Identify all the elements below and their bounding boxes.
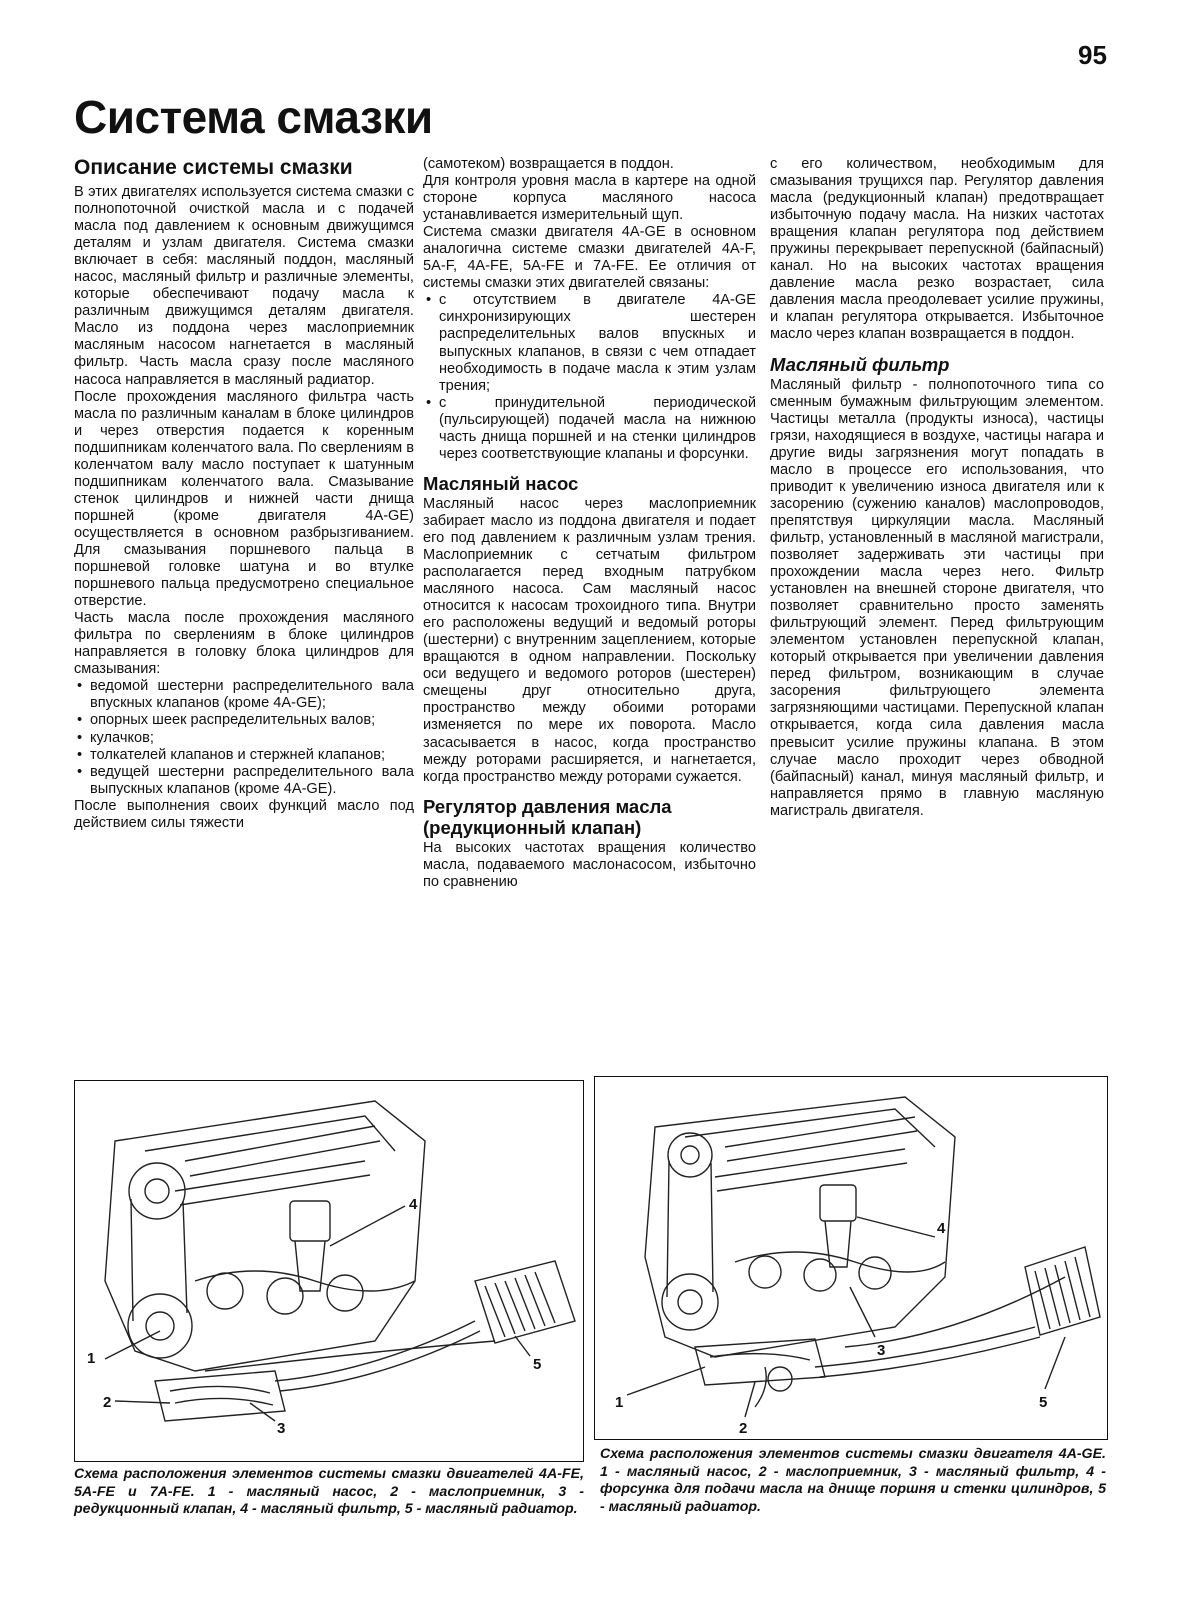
- lubrication-points-list: [74, 678, 414, 797]
- figure-caption-4a-fe: Схема расположения элементов системы смазки двигателей 4A-FE, 5A-FE и 7A-FE. 1 - масляный насос, 2 - маслоприемник, 3 - редукционный клапан, 4 - масляный фильтр, 5 - масляный радиатор.: [74, 1466, 584, 1517]
- list-item: • ведущей шестерни распределительного вала выпускных клапанов (кроме 4A-GE).: [90, 764, 414, 798]
- paragraph: На высоких частотах вращения количество масла, подаваемого маслонасосом, избыточно по сравнению: [423, 839, 756, 890]
- paragraph: Система смазки двигателя 4A-GE в основном аналогична системе смазки двигателей 4A-F, 5A-F, 4A-FE, 5A-FE и 7A-FE. Ее отличия от системы смазки этих двигателей связаны:: [423, 224, 756, 292]
- callout-2: 2: [739, 1420, 748, 1437]
- callout-4: 4: [409, 1196, 418, 1213]
- section-heading-oil-filter: Масляный фильтр: [770, 353, 950, 375]
- callout-5: 5: [533, 1356, 542, 1373]
- section-heading-oil-pump: Масляный насос: [423, 472, 579, 494]
- column-2: [423, 156, 756, 891]
- differences-list: [423, 292, 756, 462]
- section-heading-pressure-regulator: Регулятор давления масла (редукционный клапан): [423, 795, 672, 838]
- callout-1: 1: [615, 1394, 624, 1411]
- paragraph: Масляный насос через маслоприемник забирает масло из поддона двигателя и подает его под давлением к различным узлам трения. Маслоприемник с сетчатым фильтром располагается перед входным патрубком масляного насоса. Сам масляный насос относится к насосам трохоидного типа. Внутри его расположены ведущий и ведомый роторы (шестерни) с внутренним зацеплением, которые вращаются в одном направлении. Поскольку оси ведущего и ведомого роторов (шестерен) смещены друг относительно друга, пространство между обоими роторами изменяется по мере их поворота. Масло засасывается в насос, когда пространство между роторами расширяется, и нагнетается, когда пространство между роторами сужается.: [423, 495, 756, 785]
- list-item: • ведомой шестерни распределительного вала впускных клапанов (кроме 4A-GE);: [90, 678, 414, 712]
- paragraph: Для контроля уровня масла в картере на одной стороне корпуса масляного насоса устанавливается измерительный щуп.: [423, 173, 756, 224]
- callout-2: 2: [103, 1394, 112, 1411]
- figure-caption-4a-ge: Схема расположения элементов системы смазки двигателя 4A-GE. 1 - масляный насос, 2 - маслоприемник, 3 - масляный фильтр, 4 - форсунка для подачи масла на днище поршня и стенки цилиндров, 5 - масляный радиатор.: [600, 1446, 1106, 1515]
- engine-lubrication-illustration: [75, 1081, 583, 1461]
- callout-1: 1: [87, 1350, 96, 1367]
- figure-engine-diagram-4a-fe: [74, 1080, 584, 1462]
- paragraph: После прохождения масляного фильтра часть масла по различным каналам в блоке цилиндров и через отверстия подается к коренным подшипникам коленчатого вала. По сверлениям в коленчатом валу масло поступает к шатунным подшипникам коленчатого вала. Смазывание стенок цилиндров и нижней части днища поршней (кроме двигателя 4A-GE) осуществляется в основном разбрызгиванием. Для смазывания поршневого пальца в поршневой головке шатуна и во втулке поршневого пальца предусмотрено специальное отверстие.: [74, 388, 414, 610]
- list-item: • опорных шеек распределительных валов;: [90, 712, 414, 729]
- paragraph: В этих двигателях используется система смазки с полнопоточной очисткой масла и с подачей масла под давлением к основным движущимся деталям и узлам двигателя. Система смазки включает в себя: масляный поддон, масляный насос, масляный фильтр и различные элементы, которые обеспечивают подачу масла к различным движущимся деталям двигателя. Масло из поддона через маслоприемник масляным насосом нагнетается в масляный фильтр. Часть масла сразу после масляного насоса направляется в масляный радиатор.: [74, 184, 414, 388]
- list-item: • с отсутствием в двигателе 4A-GE синхронизирующих шестерен распределительных валов впускных и выпускных клапанов, в связи с чем отпадает необходимость в подаче масла к этим узлам трения;: [439, 292, 756, 394]
- engine-lubrication-illustration: [595, 1077, 1107, 1439]
- list-item: • с принудительной периодической (пульсирующей) подачей масла на нижнюю часть днища поршней и на стенки цилиндров через соответствующие клапаны и форсунки.: [439, 395, 756, 463]
- callout-3: 3: [877, 1342, 886, 1359]
- list-item: • толкателей клапанов и стержней клапанов;: [90, 747, 414, 764]
- page-title: Система смазки: [74, 91, 433, 143]
- callout-4: 4: [937, 1220, 946, 1237]
- paragraph: После выполнения своих функций масло под действием силы тяжести: [74, 797, 414, 831]
- paragraph: Часть масла после прохождения масляного фильтра по сверлениям в блоке цилиндров направляется в головку блока цилиндров для смазывания:: [74, 610, 414, 678]
- figure-engine-diagram-4a-ge: [594, 1076, 1108, 1440]
- page-number: 95: [1078, 40, 1107, 70]
- paragraph: Масляный фильтр - полнопоточного типа со сменным бумажным фильтрующим элементом. Частицы металла (продукты износа), частицы грязи, находящиеся в воздухе, частицы нагара и другие виды загрязнения могут попадать в масло в процессе его использования, что приводит к увеличению износа двигателя или к засорению (сужению каналов) маслопроводов, препятствуя циркуляции масла. Масляный фильтр, установленный в масляной магистрали, позволяет задерживать эти частицы при прохождении масла через него. Фильтр установлен на внешней стороне двигателя, что позволяет сравнительно просто заменять фильтрующий элемент. Перед фильтрующим элементом установлен перепускной клапан, который открывается при увеличении давления перед фильтром, возникающим в случае засорения фильтрующего элемента загрязняющими частицами. Перепускной клапан открывается, когда сила давления масла превысит усилие пружины клапана. В этом случае масло проходит через обводной (байпасный) канал, минуя масляный фильтр, и направляется прямо в главную масляную магистраль двигателя.: [770, 376, 1104, 819]
- callout-3: 3: [277, 1420, 286, 1437]
- paragraph: с его количеством, необходимым для смазывания трущихся пар. Регулятор давления масла (редукционный клапан) предотвращает избыточную подачу масла. На низких частотах вращения клапан регулятора под действием пружины перекрывает перепускной (байпасный) канал. Но на высоких частотах вращения давление масла резко возрастает, сила давления масла преодолевает усилие пружины, и клапан регулятора открывается. Избыточное масло через клапан возвращается в поддон.: [770, 156, 1104, 343]
- section-heading-description: Описание системы смазки: [74, 156, 353, 179]
- paragraph: (самотеком) возвращается в поддон.: [423, 156, 674, 172]
- column-1: [74, 156, 414, 832]
- list-item: • кулачков;: [90, 730, 414, 747]
- column-3: [770, 156, 1104, 820]
- callout-5: 5: [1039, 1394, 1048, 1411]
